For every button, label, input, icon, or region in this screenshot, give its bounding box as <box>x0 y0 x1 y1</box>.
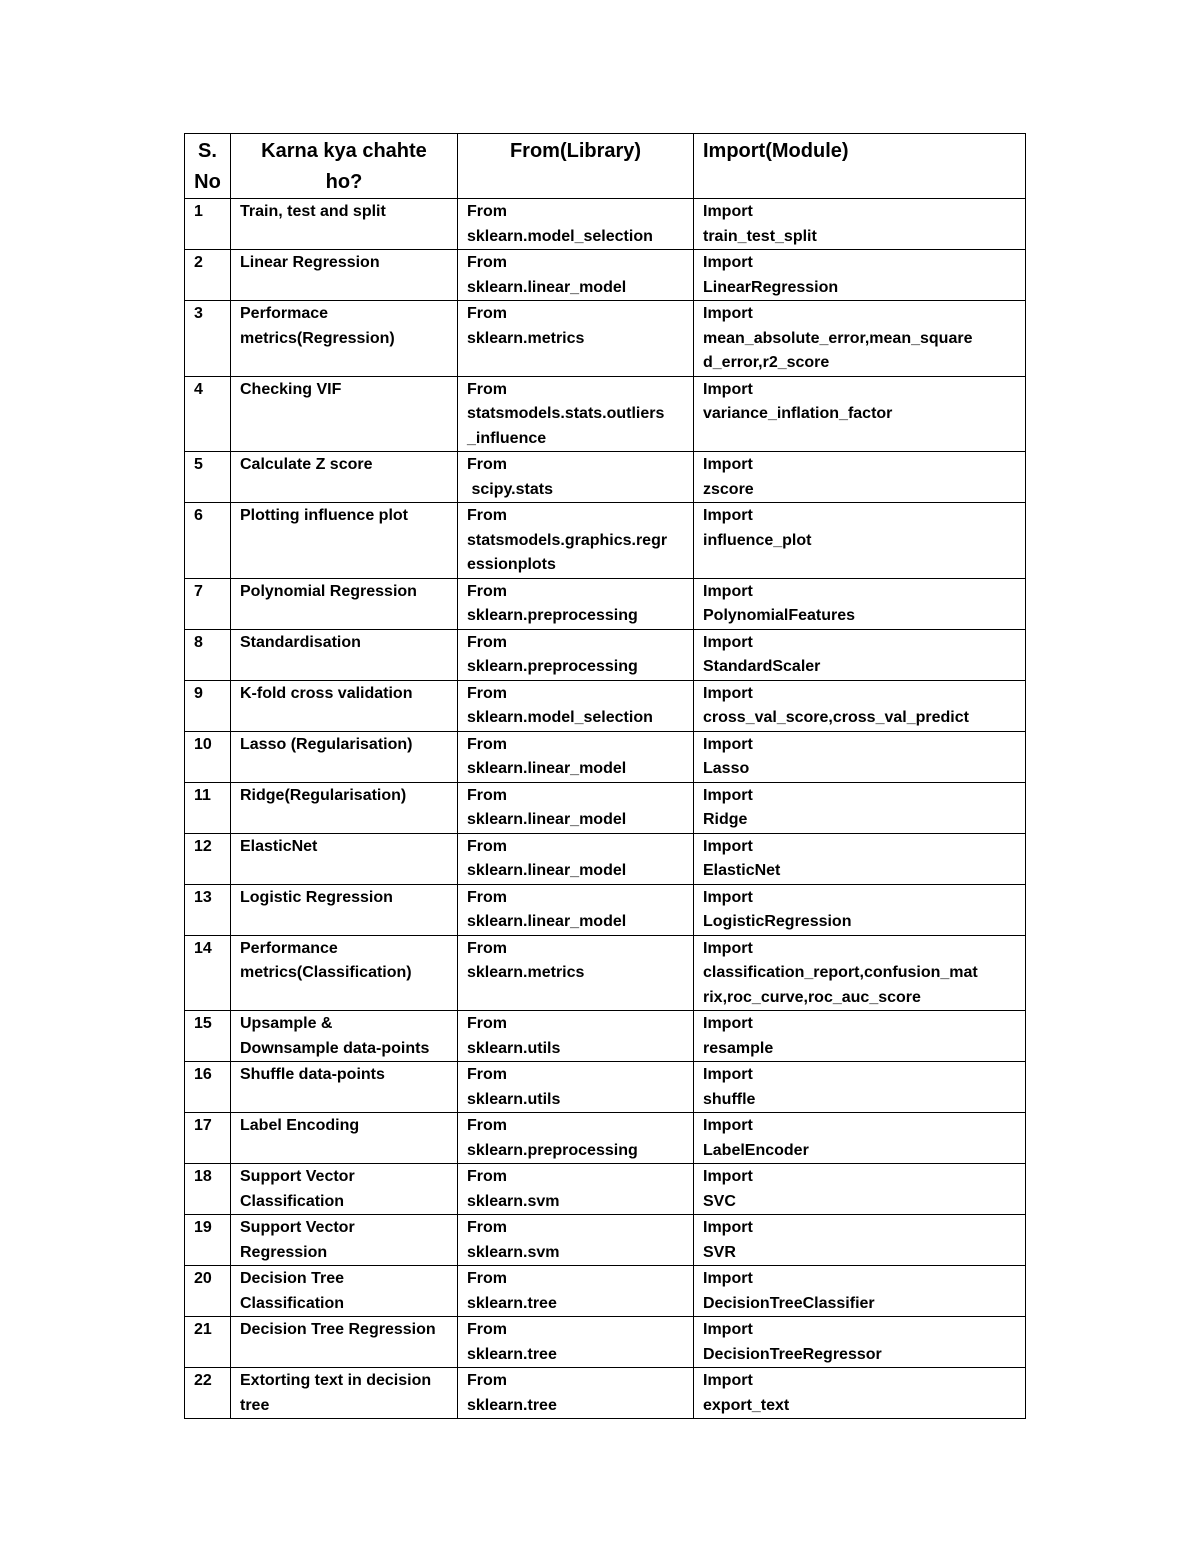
cell-mod-line: classification_report,confusion_mat <box>703 964 978 981</box>
cell-task-line: tree <box>240 1396 270 1414</box>
cell-lib <box>458 935 694 1011</box>
table-header <box>185 134 1026 199</box>
cell-lib <box>458 1215 694 1266</box>
cell-mod-line: resample <box>703 1039 774 1057</box>
cell-task-line: Upsample & <box>240 1015 333 1032</box>
cell-task-line: K-fold cross validation <box>240 684 413 702</box>
cell-mod <box>694 376 1026 452</box>
cell-mod-line: variance_inflation_factor <box>703 405 893 422</box>
cell-lib-line: _influence <box>467 429 547 447</box>
cell-sno-value: 18 <box>194 1168 212 1185</box>
header-sno <box>185 134 231 199</box>
cell-mod <box>694 782 1026 833</box>
cell-task-line: Classification <box>240 1294 345 1312</box>
cell-mod-line: DecisionTreeRegressor <box>703 1345 882 1363</box>
cell-lib-line: From <box>467 1168 507 1185</box>
table-row <box>185 1266 1026 1317</box>
cell-lib-line: From <box>467 837 507 855</box>
cell-lib <box>458 1164 694 1215</box>
cell-sno-value: 5 <box>194 456 203 473</box>
cell-sno <box>185 1215 231 1266</box>
cell-task <box>231 1266 458 1317</box>
cell-sno-value: 14 <box>194 939 212 957</box>
cell-mod-line: Import <box>703 939 753 957</box>
cell-mod <box>694 503 1026 579</box>
cell-task <box>231 1215 458 1266</box>
table-row <box>185 1317 1026 1368</box>
cell-lib-line: From <box>467 507 507 524</box>
cell-lib <box>458 250 694 301</box>
cell-task-line: Classification <box>240 1192 345 1210</box>
cell-task <box>231 199 458 250</box>
cell-lib-line: sklearn.linear_model <box>467 760 627 777</box>
cell-task <box>231 629 458 680</box>
cell-lib-line: From <box>467 1270 507 1287</box>
cell-lib-line: sklearn.preprocessing <box>467 1141 638 1159</box>
cell-lib-line: sklearn.preprocessing <box>467 658 638 675</box>
cell-lib <box>458 1266 694 1317</box>
table-row <box>185 1113 1026 1164</box>
cell-lib-line: From <box>467 380 507 398</box>
cell-mod-line: influence_plot <box>703 531 812 549</box>
cell-lib <box>458 376 694 452</box>
table-row <box>185 1062 1026 1113</box>
table-body <box>185 199 1026 1419</box>
cell-task <box>231 1113 458 1164</box>
cell-mod <box>694 452 1026 503</box>
cell-mod-line: Lasso <box>703 760 750 777</box>
library-import-table <box>184 133 1026 1419</box>
cell-mod-line: Import <box>703 837 753 855</box>
cell-task <box>231 503 458 579</box>
table-row <box>185 1164 1026 1215</box>
cell-sno-value: 12 <box>194 837 212 855</box>
cell-task <box>231 1164 458 1215</box>
cell-sno-value: 11 <box>194 786 211 804</box>
cell-mod-line: Import <box>703 305 753 322</box>
cell-mod <box>694 935 1026 1011</box>
cell-mod <box>694 1215 1026 1266</box>
cell-lib <box>458 884 694 935</box>
cell-sno <box>185 680 231 731</box>
cell-sno-value: 10 <box>194 735 212 753</box>
header-sno-line-2: No <box>194 171 221 193</box>
header-sno-line-1: S. <box>198 140 217 162</box>
cell-mod-line: ElasticNet <box>703 862 781 879</box>
cell-lib <box>458 731 694 782</box>
cell-mod-line: Import <box>703 1321 753 1338</box>
cell-mod-line: Import <box>703 1270 753 1287</box>
cell-lib-line: From <box>467 203 507 220</box>
cell-mod-line: LabelEncoder <box>703 1141 809 1159</box>
cell-task <box>231 884 458 935</box>
cell-sno-value: 20 <box>194 1270 212 1287</box>
cell-task-line: Plotting influence plot <box>240 507 408 524</box>
cell-lib-line: scipy.stats <box>467 480 553 498</box>
cell-mod-line: Import <box>703 203 753 220</box>
cell-sno <box>185 199 231 250</box>
cell-lib <box>458 680 694 731</box>
cell-mod <box>694 731 1026 782</box>
cell-mod-line: cross_val_score,cross_val_predict <box>703 709 969 726</box>
cell-sno-value: 15 <box>194 1015 212 1032</box>
cell-mod-line: Import <box>703 1117 753 1134</box>
cell-sno <box>185 250 231 301</box>
cell-lib <box>458 1113 694 1164</box>
cell-mod-line: Import <box>703 1066 753 1083</box>
header-task-line-2: ho? <box>325 171 363 193</box>
cell-sno-value: 4 <box>194 380 203 398</box>
cell-mod-line: Import <box>703 684 753 702</box>
cell-lib-line: From <box>467 1321 507 1338</box>
cell-mod-line: Import <box>703 380 753 398</box>
cell-task-line: Linear Regression <box>240 254 380 271</box>
cell-mod-line: Import <box>703 456 753 473</box>
cell-lib-line: sklearn.tree <box>467 1294 557 1312</box>
header-module-line-1: Import(Module) <box>703 140 849 162</box>
cell-lib <box>458 833 694 884</box>
cell-mod-line: StandardScaler <box>703 658 821 675</box>
table-row <box>185 731 1026 782</box>
cell-task-line: Polynomial Regression <box>240 582 417 600</box>
header-library <box>458 134 694 199</box>
cell-sno-value: 13 <box>194 888 212 906</box>
cell-lib-line: From <box>467 1372 507 1389</box>
cell-mod <box>694 1368 1026 1419</box>
cell-mod-line: Import <box>703 507 753 524</box>
cell-lib-line: sklearn.tree <box>467 1345 557 1363</box>
cell-sno-value: 7 <box>194 582 203 600</box>
cell-task-line: Downsample data-points <box>240 1039 430 1057</box>
cell-sno-value: 16 <box>194 1066 212 1083</box>
cell-task <box>231 935 458 1011</box>
cell-mod <box>694 1062 1026 1113</box>
cell-task-line: Ridge(Regularisation) <box>240 786 407 804</box>
cell-task-line: Regression <box>240 1243 328 1261</box>
cell-task <box>231 452 458 503</box>
cell-lib-line: sklearn.svm <box>467 1192 560 1210</box>
table-row <box>185 376 1026 452</box>
cell-mod-line: SVC <box>703 1192 736 1210</box>
cell-task-line: Extorting text in decision <box>240 1372 432 1389</box>
table-row <box>185 680 1026 731</box>
cell-lib <box>458 1317 694 1368</box>
table-row <box>185 452 1026 503</box>
cell-task <box>231 680 458 731</box>
table-row <box>185 250 1026 301</box>
cell-task-line: Performace <box>240 305 329 322</box>
cell-task-line: Train, test and split <box>240 203 386 220</box>
cell-sno <box>185 1113 231 1164</box>
cell-sno <box>185 935 231 1011</box>
table-row <box>185 833 1026 884</box>
cell-task <box>231 833 458 884</box>
cell-mod <box>694 1011 1026 1062</box>
cell-task-line: Checking VIF <box>240 380 342 398</box>
cell-task <box>231 1062 458 1113</box>
cell-lib-line: From <box>467 684 507 702</box>
cell-lib-line: From <box>467 633 507 651</box>
cell-task <box>231 301 458 377</box>
cell-sno-value: 17 <box>194 1117 212 1134</box>
cell-sno-value: 6 <box>194 507 203 524</box>
cell-mod-line: LinearRegression <box>703 278 839 296</box>
cell-task-line: Performance <box>240 939 338 957</box>
cell-lib-line: From <box>467 1219 507 1236</box>
cell-mod-line: Import <box>703 1015 753 1032</box>
header-task <box>231 134 458 199</box>
cell-sno <box>185 731 231 782</box>
cell-mod-line: Import <box>703 1168 753 1185</box>
cell-task <box>231 1317 458 1368</box>
cell-sno <box>185 884 231 935</box>
cell-mod-line: Import <box>703 254 753 271</box>
cell-lib-line: From <box>467 888 507 906</box>
cell-task-line: Lasso (Regularisation) <box>240 735 413 753</box>
cell-lib-line: From <box>467 1117 507 1134</box>
cell-mod-line: shuffle <box>703 1090 756 1108</box>
cell-task-line: Shuffle data-points <box>240 1066 385 1083</box>
cell-mod-line: Import <box>703 582 753 600</box>
cell-task-line: metrics(Classification) <box>240 964 412 981</box>
cell-sno-value: 8 <box>194 633 203 651</box>
cell-lib-line: sklearn.utils <box>467 1039 561 1057</box>
table-row <box>185 503 1026 579</box>
cell-mod-line: Import <box>703 633 753 651</box>
cell-sno-value: 21 <box>194 1321 212 1338</box>
header-library-line-1: From(Library) <box>509 140 642 162</box>
cell-lib-line: From <box>467 456 507 473</box>
cell-mod <box>694 578 1026 629</box>
cell-sno-value: 19 <box>194 1219 212 1236</box>
cell-mod <box>694 1113 1026 1164</box>
cell-lib-line: From <box>467 254 507 271</box>
cell-sno <box>185 1164 231 1215</box>
cell-sno <box>185 376 231 452</box>
cell-mod <box>694 1164 1026 1215</box>
cell-sno-value: 22 <box>194 1372 212 1389</box>
cell-mod-line: rix,roc_curve,roc_auc_score <box>703 988 921 1006</box>
cell-mod-line: Import <box>703 888 753 906</box>
cell-lib-line: From <box>467 1015 507 1032</box>
cell-lib <box>458 199 694 250</box>
table-row <box>185 1215 1026 1266</box>
cell-lib-line: sklearn.linear_model <box>467 913 627 930</box>
cell-task <box>231 578 458 629</box>
cell-lib-line: sklearn.utils <box>467 1090 561 1108</box>
table-row <box>185 1011 1026 1062</box>
cell-mod-line: train_test_split <box>703 227 817 245</box>
cell-lib-line: From <box>467 582 507 600</box>
cell-lib-line: From <box>467 305 507 322</box>
cell-mod-line: zscore <box>703 480 754 498</box>
cell-lib <box>458 452 694 503</box>
cell-mod-line: LogisticRegression <box>703 913 852 930</box>
cell-mod-line: d_error,r2_score <box>703 354 830 371</box>
cell-task-line: Support Vector <box>240 1168 355 1185</box>
table-row <box>185 782 1026 833</box>
cell-mod <box>694 199 1026 250</box>
cell-lib <box>458 629 694 680</box>
cell-mod <box>694 250 1026 301</box>
cell-mod-line: Import <box>703 735 753 753</box>
cell-lib <box>458 1062 694 1113</box>
header-module <box>694 134 1026 199</box>
cell-sno <box>185 1266 231 1317</box>
cell-sno <box>185 578 231 629</box>
cell-sno <box>185 782 231 833</box>
cell-task-line: Decision Tree Regression <box>240 1321 436 1338</box>
cell-lib-line: essionplots <box>467 556 556 573</box>
table-row <box>185 884 1026 935</box>
cell-sno <box>185 1011 231 1062</box>
cell-lib-line: statsmodels.graphics.regr <box>467 531 668 549</box>
cell-sno <box>185 1317 231 1368</box>
cell-mod-line: Import <box>703 1219 753 1236</box>
cell-task-line: metrics(Regression) <box>240 329 395 347</box>
cell-task-line: Label Encoding <box>240 1117 360 1134</box>
cell-mod-line: DecisionTreeClassifier <box>703 1294 875 1312</box>
cell-lib-line: sklearn.tree <box>467 1396 557 1414</box>
cell-lib-line: sklearn.model_selection <box>467 709 653 726</box>
cell-lib-line: sklearn.preprocessing <box>467 607 638 624</box>
cell-sno <box>185 1368 231 1419</box>
cell-mod <box>694 629 1026 680</box>
cell-lib-line: statsmodels.stats.outliers <box>467 405 665 422</box>
cell-lib <box>458 503 694 579</box>
cell-lib-line: From <box>467 735 507 753</box>
cell-task <box>231 731 458 782</box>
cell-lib-line: sklearn.linear_model <box>467 278 627 296</box>
cell-task <box>231 782 458 833</box>
cell-sno-value: 2 <box>194 254 203 271</box>
cell-task <box>231 376 458 452</box>
cell-lib-line: From <box>467 786 507 804</box>
cell-lib-line: From <box>467 1066 507 1083</box>
cell-lib-line: sklearn.metrics <box>467 964 585 981</box>
cell-lib-line: sklearn.linear_model <box>467 862 627 879</box>
cell-mod-line: export_text <box>703 1396 790 1414</box>
cell-mod <box>694 301 1026 377</box>
cell-task <box>231 1368 458 1419</box>
cell-task-line: Standardisation <box>240 633 361 651</box>
table-row <box>185 199 1026 250</box>
table-row <box>185 1368 1026 1419</box>
cell-task-line: Support Vector <box>240 1219 355 1236</box>
cell-task <box>231 1011 458 1062</box>
cell-sno <box>185 503 231 579</box>
cell-mod <box>694 680 1026 731</box>
cell-lib <box>458 578 694 629</box>
cell-sno-value: 3 <box>194 305 203 322</box>
cell-lib-line: sklearn.model_selection <box>467 227 653 245</box>
cell-task-line: Decision Tree <box>240 1270 345 1287</box>
cell-lib <box>458 782 694 833</box>
cell-mod <box>694 1266 1026 1317</box>
cell-mod-line: Import <box>703 786 753 804</box>
cell-lib <box>458 301 694 377</box>
cell-sno <box>185 301 231 377</box>
cell-mod-line: SVR <box>703 1243 736 1261</box>
cell-sno-value: 1 <box>194 203 203 220</box>
table-row <box>185 301 1026 377</box>
cell-lib-line: sklearn.svm <box>467 1243 560 1261</box>
cell-sno-value: 9 <box>194 684 203 702</box>
cell-mod <box>694 1317 1026 1368</box>
cell-task-line: ElasticNet <box>240 837 318 855</box>
cell-task-line: Calculate Z score <box>240 456 373 473</box>
cell-mod-line: mean_absolute_error,mean_square <box>703 329 973 347</box>
cell-sno <box>185 629 231 680</box>
cell-mod-line: PolynomialFeatures <box>703 607 856 624</box>
cell-lib-line: sklearn.metrics <box>467 329 585 347</box>
cell-mod-line: Import <box>703 1372 753 1389</box>
table-row <box>185 578 1026 629</box>
cell-mod <box>694 884 1026 935</box>
cell-sno <box>185 833 231 884</box>
cell-lib <box>458 1011 694 1062</box>
cell-sno <box>185 452 231 503</box>
cell-task <box>231 250 458 301</box>
table-row <box>185 629 1026 680</box>
cell-sno <box>185 1062 231 1113</box>
cell-lib-line: From <box>467 939 507 957</box>
table-row <box>185 935 1026 1011</box>
cell-lib <box>458 1368 694 1419</box>
cell-mod <box>694 833 1026 884</box>
cell-lib-line: sklearn.linear_model <box>467 811 627 828</box>
cell-task-line: Logistic Regression <box>240 888 393 906</box>
header-task-line-1: Karna kya chahte <box>261 140 427 162</box>
cell-mod-line: Ridge <box>703 811 748 828</box>
header-row <box>185 134 1026 199</box>
